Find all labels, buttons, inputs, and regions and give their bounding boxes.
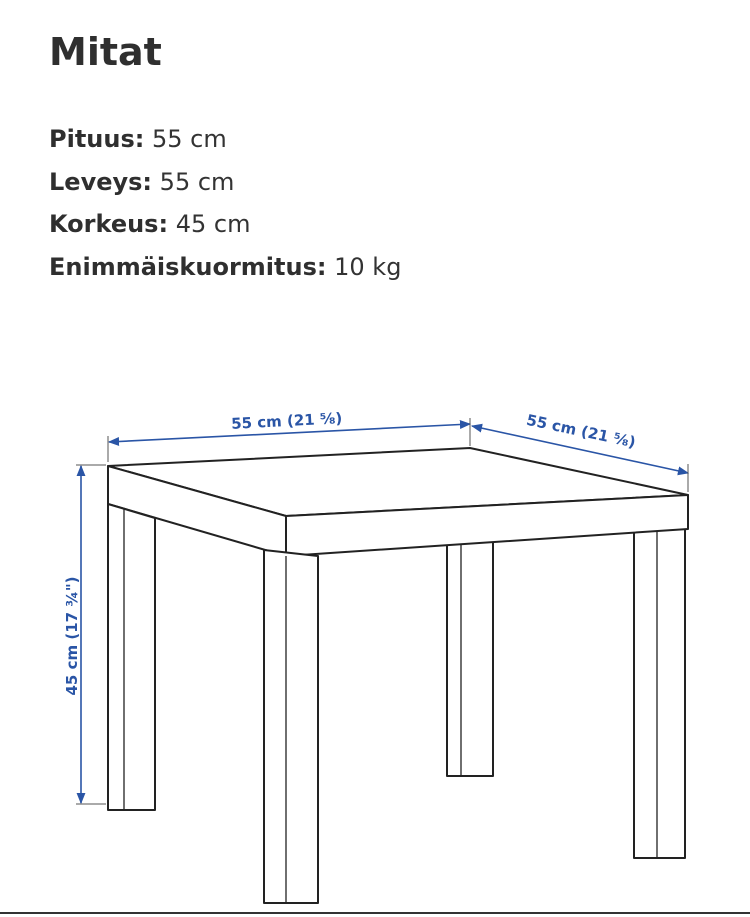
spec-length — [49, 118, 401, 161]
spec-length-value: 55 cm — [151, 125, 227, 153]
front-center-leg — [264, 550, 318, 903]
back-left-leg — [447, 538, 493, 776]
width-dimension-label: 55 cm (21 ⅝) — [524, 410, 638, 452]
spec-width — [49, 161, 401, 204]
table-dimension-drawing — [0, 380, 750, 917]
length-dimension-label: 55 cm (21 ⅝) — [230, 409, 343, 433]
back-right-leg — [634, 528, 685, 858]
side-table-illustration — [108, 448, 688, 903]
height-dimension-label: 45 cm (17 ¾") — [63, 576, 81, 696]
spec-height-label: Korkeus: — [49, 210, 169, 238]
page-title: Mitat — [49, 30, 162, 74]
spec-max-load — [49, 246, 401, 289]
front-left-leg — [108, 504, 155, 810]
dimension-spec-list — [49, 118, 401, 288]
spec-length-label: Pituus: — [49, 125, 145, 153]
spec-width-value: 55 cm — [159, 167, 235, 196]
spec-width-label: Leveys: — [49, 167, 153, 196]
spec-max-load-label: Enimmäiskuormitus: — [49, 252, 327, 281]
spec-max-load-value: 10 kg — [334, 252, 402, 281]
spec-height — [49, 203, 401, 246]
spec-height-value: 45 cm — [175, 210, 251, 238]
bottom-divider — [0, 912, 750, 914]
